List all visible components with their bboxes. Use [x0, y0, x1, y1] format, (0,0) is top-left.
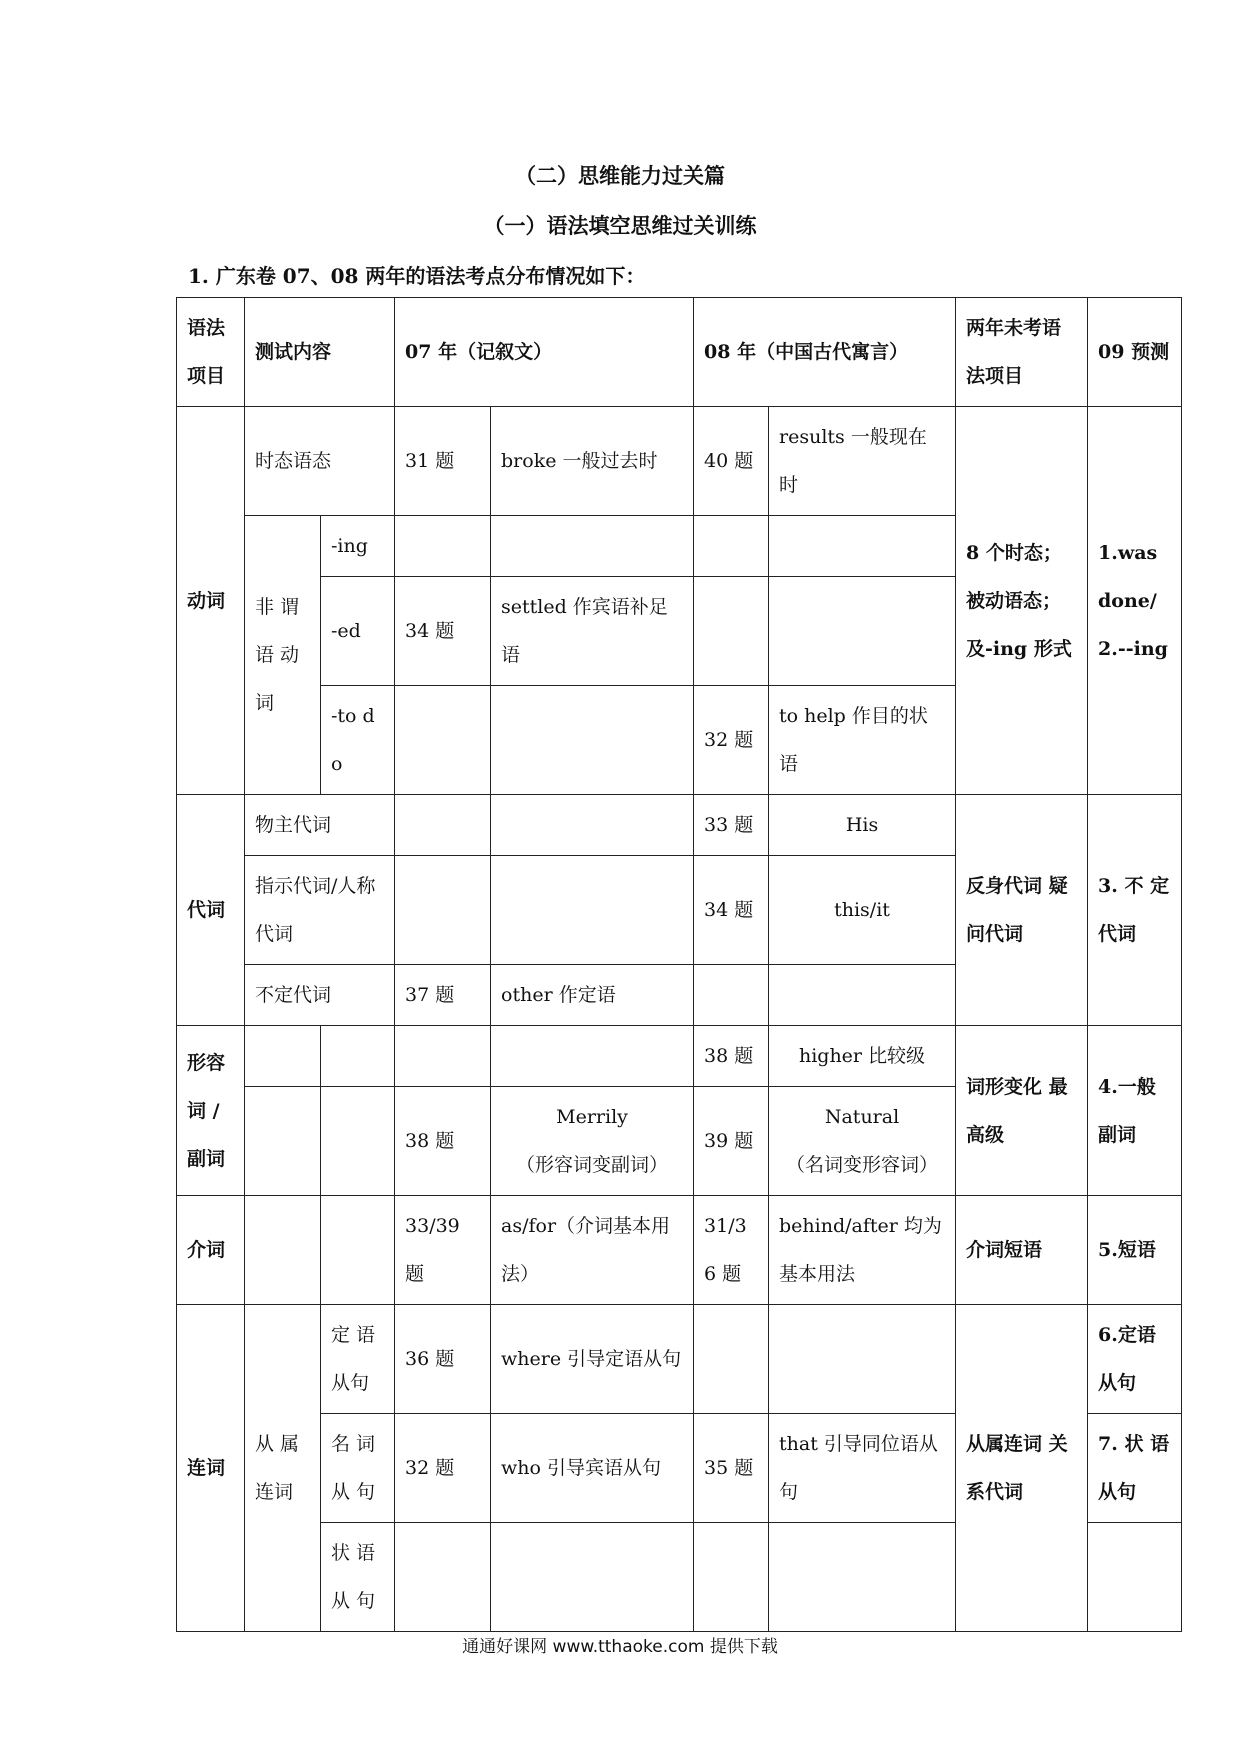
question-number: 36 题: [395, 1305, 491, 1414]
answer-cell: [491, 516, 694, 577]
category-preposition: 介词: [177, 1196, 245, 1305]
question-number: 37 题: [395, 965, 491, 1026]
question-number: 35 题: [694, 1414, 769, 1523]
section-title: （二）思维能力过关篇: [515, 163, 725, 188]
answer-cell: [769, 1196, 956, 1305]
content-label: [245, 1026, 321, 1087]
question-number: [694, 965, 769, 1026]
predict-cell: 5.短语: [1088, 1196, 1182, 1305]
predict-cell: 1.was done/ 2.--ing: [1088, 407, 1182, 795]
answer-cell: other 作定语: [491, 965, 694, 1026]
answer-cell: broke 一般过去时: [491, 407, 694, 516]
header-content: 测试内容: [245, 298, 395, 407]
content-label: 时态语态: [245, 407, 395, 516]
answer-cell: settled 作宾语补足语: [491, 577, 694, 686]
answer-cell: higher 比较级: [769, 1026, 956, 1087]
content-label: 指示代词/人称代词: [245, 856, 395, 965]
answer-cell: [491, 856, 694, 965]
header-2008: 08 年（中国古代寓言）: [694, 298, 956, 407]
untested-cell: 词形变化 最高级: [956, 1026, 1088, 1196]
predict-cell: [1088, 1523, 1182, 1632]
content-sublabel: [321, 1087, 395, 1196]
table-row: [177, 795, 1182, 856]
predict-cell: 3. 不 定 代词: [1088, 795, 1182, 1026]
untested-cell: 8 个时态；被动语态；及-ing 形式: [956, 407, 1088, 795]
question-number: [395, 686, 491, 795]
content-sublabel: [321, 1196, 395, 1305]
grammar-table: [176, 297, 1182, 1632]
question-number: 31/36 题: [694, 1196, 769, 1305]
category-verb: 动词: [177, 407, 245, 795]
question-number: 34 题: [694, 856, 769, 965]
question-number: 31 题: [395, 407, 491, 516]
answer-cell: His: [769, 795, 956, 856]
answer-cell: who 引导宾语从句: [491, 1414, 694, 1523]
answer-note: （形容词变副词）: [516, 1154, 669, 1176]
answer-cell: [491, 1026, 694, 1087]
header-2007: 07 年（记叙文）: [395, 298, 694, 407]
content-sublabel: [321, 1026, 395, 1087]
question-number: [694, 516, 769, 577]
content-label: 物主代词: [245, 795, 395, 856]
answer-word: Natural: [824, 1106, 900, 1128]
question-number: 38 题: [395, 1087, 491, 1196]
answer-cell: this/it: [769, 856, 956, 965]
question-number: 34 题: [395, 577, 491, 686]
content-sublabel: -ed: [321, 577, 395, 686]
content-label: 不定代词: [245, 965, 395, 1026]
answer-cell: where 引导定语从句: [491, 1305, 694, 1414]
untested-cell: 介词短语: [956, 1196, 1088, 1305]
content-sublabel: 名 词 从 句: [321, 1414, 395, 1523]
header-item: 语法项目: [177, 298, 245, 407]
table-header-row: [177, 298, 1182, 407]
answer-cell: [769, 965, 956, 1026]
category-conjunction: 连词: [177, 1305, 245, 1632]
answer-cell: that 引导同位语从句: [769, 1414, 956, 1523]
content-label: [245, 1196, 321, 1305]
content-label: 非 谓 语 动 词: [245, 516, 321, 795]
question-number: 33 题: [694, 795, 769, 856]
predict-cell: 7. 状 语 从句: [1088, 1414, 1182, 1523]
question-number: [694, 1305, 769, 1414]
question-number: 39 题: [694, 1087, 769, 1196]
answer-note: （名词变形容词）: [786, 1154, 939, 1176]
answer-cell: [491, 1087, 694, 1196]
answer-line: behind/after 均为: [779, 1215, 942, 1237]
answer-cell: results 一般现在时: [769, 407, 956, 516]
category-pronoun: 代词: [177, 795, 245, 1026]
answer-cell: [491, 795, 694, 856]
answer-cell: [491, 1523, 694, 1632]
answer-cell: as/for（介词基本用法）: [491, 1196, 694, 1305]
question-number: [395, 856, 491, 965]
page-footer: 通通好课网 www.tthaoke.com 提供下载: [462, 1637, 778, 1657]
content-sublabel: -ing: [321, 516, 395, 577]
answer-word: Merrily: [556, 1106, 628, 1128]
predict-cell: 6.定语 从句: [1088, 1305, 1182, 1414]
untested-cell: 反身代词 疑问代词: [956, 795, 1088, 1026]
content-label: 从 属 连词: [245, 1305, 321, 1632]
content-sublabel: 定 语 从句: [321, 1305, 395, 1414]
question-number: 32 题: [694, 686, 769, 795]
table-row: [177, 1026, 1182, 1087]
answer-cell: [769, 1087, 956, 1196]
table-row: [177, 1196, 1182, 1305]
intro-text: 1. 广东卷 07、08 两年的语法考点分布情况如下：: [188, 264, 646, 288]
answer-cell: [769, 577, 956, 686]
table-row: [177, 407, 1182, 516]
answer-cell: [769, 516, 956, 577]
answer-line: 基本用法: [779, 1263, 856, 1285]
category-adjective: 形容词 / 副词: [177, 1026, 245, 1196]
answer-cell: [769, 1523, 956, 1632]
question-number: 40 题: [694, 407, 769, 516]
answer-cell: to help 作目的状语: [769, 686, 956, 795]
question-number: [395, 516, 491, 577]
answer-cell: [769, 1305, 956, 1414]
question-number: 33/39 题: [395, 1196, 491, 1305]
question-number: [694, 577, 769, 686]
question-number: [395, 1523, 491, 1632]
content-sublabel: -to do: [321, 686, 395, 795]
question-number: [395, 1026, 491, 1087]
answer-cell: [491, 686, 694, 795]
question-number: [395, 795, 491, 856]
header-untested: 两年未考语法项目: [956, 298, 1088, 407]
question-number: [694, 1523, 769, 1632]
table-row: [177, 1305, 1182, 1414]
content-label: [245, 1087, 321, 1196]
header-predict: 09 预测: [1088, 298, 1182, 407]
question-number: 32 题: [395, 1414, 491, 1523]
untested-cell: 从属连词 关系代词: [956, 1305, 1088, 1632]
question-number: 38 题: [694, 1026, 769, 1087]
subsection-title: （一）语法填空思维过关训练: [483, 213, 757, 238]
content-sublabel: 状 语 从 句: [321, 1523, 395, 1632]
predict-cell: 4.一般 副词: [1088, 1026, 1182, 1196]
